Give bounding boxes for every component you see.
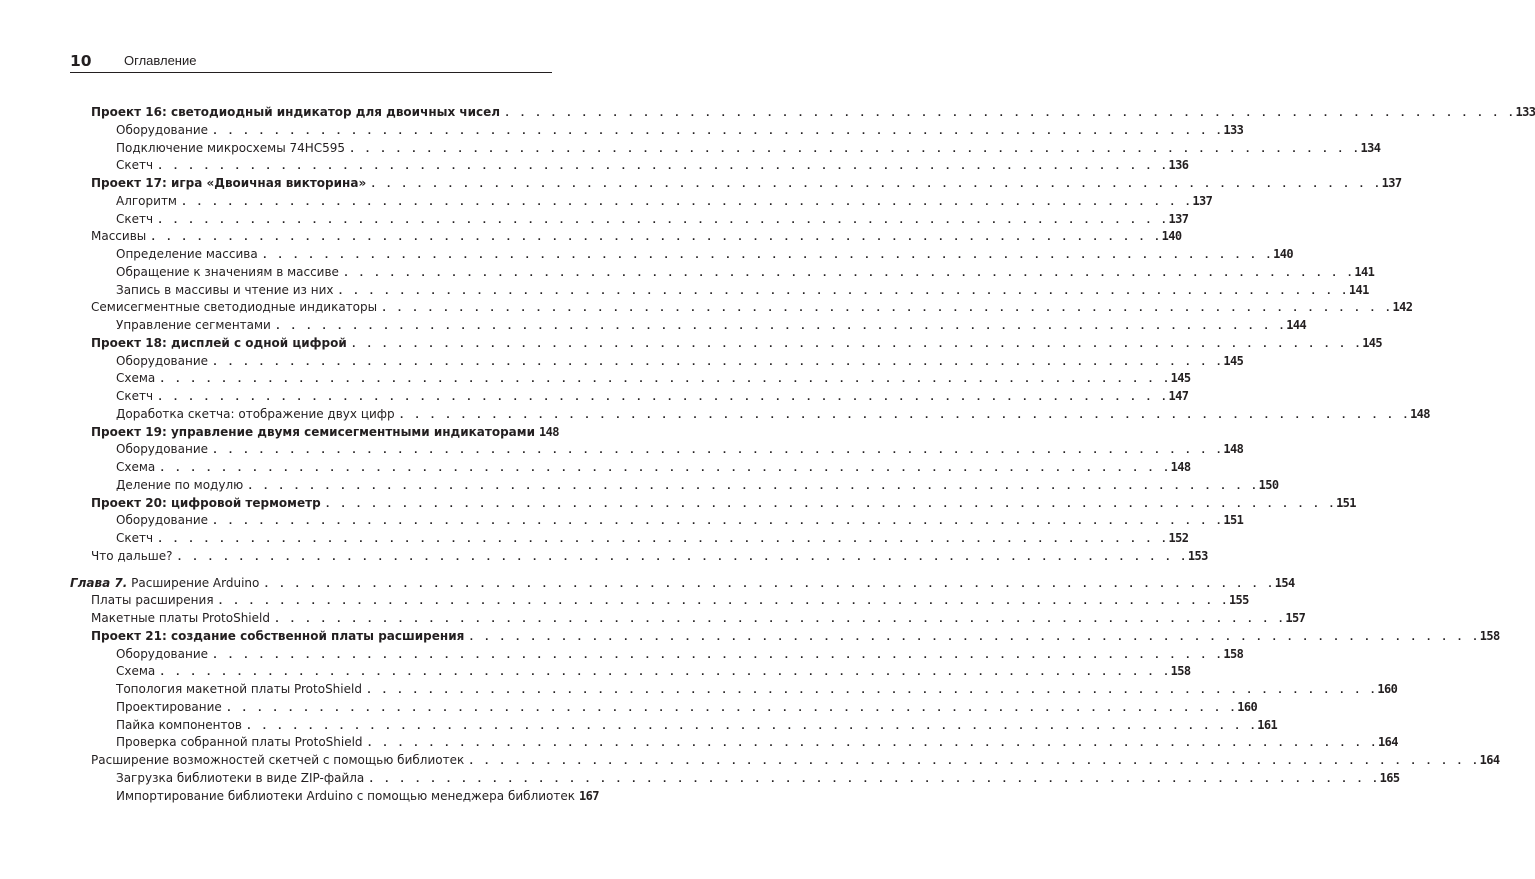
toc-page-number: 151: [1223, 513, 1244, 528]
toc-page-number: 158: [1223, 646, 1244, 661]
toc-entry: [116, 370, 1191, 387]
toc-entry-title: Проект 18: дисплей с одной цифрой: [91, 335, 347, 350]
toc-entry-title: Схема: [116, 371, 156, 386]
toc-entry: [116, 530, 1189, 547]
toc-entry: [116, 140, 1381, 157]
toc-entry: [116, 477, 1279, 494]
toc-entry-title: Определение массива: [116, 247, 258, 261]
dot-leader: . . . . . . . . . . . . . . . . . . . . . . . . . . . . . . . . . . . . . . . . . . . . . . . . . . . . . . . . . . . . . . . . . .: [176, 551, 1188, 563]
dot-leader: . . . . . . . . . . . . . . . . . . . . . . . . . . . . . . . . . . . . . . . . . . . . . . . . . . . . . . . . . . . . . . . . . .: [245, 720, 1258, 732]
toc-entry: [116, 282, 1369, 299]
dot-leader: . . . . . . . . . . . . . . . . . . . . . . . . . . . . . . . . . . . . . . . . . . . . . . . . . . . . . . . . . . . . . . . . . .: [150, 232, 1162, 244]
toc-entry: [116, 246, 1293, 263]
dot-leader: . . . . . . . . . . . . . . . . . . . . . . . . . . . . . . . . . . . . . . . . . . . . . . . . . . . . . . . . . . . . . . . . . .: [381, 303, 1393, 315]
toc-entry-title: Проект 20: цифровой термометр: [91, 495, 321, 510]
toc-page-number: 147: [1168, 389, 1189, 403]
toc-entry-title: Оборудование: [116, 122, 208, 137]
dot-leader: . . . . . . . . . . . . . . . . . . . . . . . . . . . . . . . . . . . . . . . . . . . . . . . . . . . . . . . . . . . . . . . . . .: [212, 445, 1224, 457]
toc-entry: [91, 610, 1306, 627]
toc-entry: [91, 228, 1182, 245]
toc-page-number: 137: [1381, 176, 1402, 190]
page-number: 10: [70, 52, 92, 70]
toc-page-number: 155: [1228, 593, 1249, 608]
toc-page-number: 142: [1392, 300, 1413, 315]
toc-project-entry: [91, 175, 1402, 192]
toc-entry-title: Деление по модулю: [116, 477, 244, 492]
dot-leader: . . . . . . . . . . . . . . . . . . . . . . . . . . . . . . . . . . . . . . . . . . . . . . . . . . . . . . . . . . . . . . . . . .: [263, 578, 1275, 590]
toc-entry-title: Массивы: [91, 229, 147, 244]
dot-leader: . . . . . . . . . . . . . . . . . . . . . . . . . . . . . . . . . . . . . . . . . . . . . . . . . . . . . . . . . . . . . . . . . .: [468, 756, 1480, 767]
dot-leader: . . . . . . . . . . . . . . . . . . . . . . . . . . . . . . . . . . . . . . . . . . . . . . . . . . . . . . . . . . . . . . . . . .: [157, 392, 1169, 403]
dot-leader: . . . . . . . . . . . . . . . . . . . . . . . . . . . . . . . . . . . . . . . . . . . . . . . . . . . . . . . . . . . . . . . . . .: [349, 143, 1361, 155]
toc-page-number: 148: [538, 424, 559, 439]
toc-entry-title: Проектирование: [116, 699, 222, 714]
toc-entry-title: [70, 575, 263, 592]
dot-leader: . . . . . . . . . . . . . . . . . . . . . . . . . . . . . . . . . . . . . . . . . . . . . . . . . . . . . . . . . . . . . . . . . .: [365, 685, 1378, 696]
toc-entry: [116, 388, 1189, 405]
toc-page-number: 150: [1258, 477, 1279, 492]
dot-leader: . . . . . . . . . . . . . . . . . . . . . . . . . . . . . . . . . . . . . . . . . . . . . . . . . . . . . . . . . . . . . . . . . .: [212, 125, 1224, 137]
dot-leader: . . . . . . . . . . . . . . . . . . . . . . . . . . . . . . . . . . . . . . . . . . . . . . . . . . . . . . . . . . . . . . . . . .: [274, 321, 1287, 332]
toc-entry-title: Загрузка библиотеки в виде ZIP-файла: [116, 770, 365, 785]
dot-leader: . . . . . . . . . . . . . . . . . . . . . . . . . . . . . . . . . . . . . . . . . . . . . . . . . . . . . . . . . . . . . . . . . .: [261, 250, 1274, 261]
toc-project-entry: [91, 335, 1383, 352]
toc-page-number: 164: [1377, 735, 1398, 750]
toc-entry-title: Запись в массивы и чтение из них: [116, 282, 334, 297]
toc-page-number: 148: [1410, 406, 1430, 421]
toc-entry: [116, 211, 1189, 228]
toc-entry: [116, 157, 1189, 174]
toc-entry-title: Макетные платы ProtoShield: [91, 611, 270, 625]
dot-leader: . . . . . . . . . . . . . . . . . . . . . . . . . . . . . . . . . . . . . . . . . . . . . . . . . . . . . . . . . . . . . . . . . .: [398, 409, 1411, 421]
running-title: Оглавление: [124, 53, 197, 68]
dot-leader: . . . . . . . . . . . . . . . . . . . . . . . . . . . . . . . . . . . . . . . . . . . . . . . . . . . . . . . . . . . . . . . . . .: [212, 649, 1224, 661]
toc-entry: [116, 353, 1244, 370]
toc-page-number: 148: [1223, 442, 1244, 457]
dot-leader: . . . . . . . . . . . . . . . . . . . . . . . . . . . . . . . . . . . . . . . . . . . . . . . . . . . . . . . . . . . . . . . . . .: [342, 267, 1355, 279]
toc-entry: [116, 699, 1258, 716]
toc-page-number: 137: [1168, 211, 1189, 226]
toc-entry: [116, 441, 1244, 458]
dot-leader: . . . . . . . . . . . . . . . . . . . . . . . . . . . . . . . . . . . . . . . . . . . . . . . . . . . . . . . . . . . . . . . . . .: [350, 338, 1363, 350]
toc-entry: [116, 646, 1244, 663]
toc-page-number: 137: [1192, 193, 1213, 208]
toc-page-number: 154: [1274, 575, 1295, 590]
toc-entry: [116, 788, 599, 805]
toc-page-number: 144: [1286, 318, 1307, 332]
toc-page-number: 145: [1170, 371, 1191, 386]
toc-project-entry: [91, 104, 1535, 121]
toc-page-number: 133: [1515, 105, 1535, 119]
toc-entry-title: Оборудование: [116, 513, 208, 528]
dot-leader: . . . . . . . . . . . . . . . . . . . . . . . . . . . . . . . . . . . . . . . . . . . . . . . . . . . . . . . . . . . . . . . . . .: [468, 631, 1480, 643]
toc-entry: [116, 717, 1278, 734]
toc-page-number: 134: [1360, 140, 1381, 155]
dot-leader: . . . . . . . . . . . . . . . . . . . . . . . . . . . . . . . . . . . . . . . . . . . . . . . . . . . . . . . . . . . . . . . . . .: [212, 516, 1224, 528]
toc-entry-title: Проект 17: игра «Двоичная викторина»: [91, 176, 367, 190]
toc-entry: [91, 548, 1208, 565]
dot-leader: . . . . . . . . . . . . . . . . . . . . . . . . . . . . . . . . . . . . . . . . . . . . . . . . . . . . . . . . . . . . . . . . . .: [324, 498, 1337, 510]
dot-leader: . . . . . . . . . . . . . . . . . . . . . . . . . . . . . . . . . . . . . . . . . . . . . . . . . . . . . . . . . . . . . . . . . .: [504, 108, 1516, 119]
toc-page-number: 148: [1170, 460, 1191, 474]
toc-entry: [116, 734, 1398, 751]
toc-entry-title: Скетч: [116, 531, 154, 545]
dot-leader: . . . . . . . . . . . . . . . . . . . . . . . . . . . . . . . . . . . . . . . . . . . . . . . . . . . . . . . . . . . . . . . . . .: [217, 596, 1229, 608]
toc-entry-title: Скетч: [116, 158, 154, 173]
toc-page-number: 140: [1273, 247, 1293, 261]
toc-entry-title: Пайка компонентов: [116, 717, 242, 732]
toc-page-number: 167: [579, 788, 599, 803]
toc-page-number: 151: [1336, 495, 1356, 510]
toc-entry-title: Что дальше?: [91, 548, 173, 563]
toc-entry-title: Импортирование библиотеки Arduino с помощью менеджера библиотек: [116, 788, 575, 803]
toc-entry-title: Управление сегментами: [116, 318, 271, 332]
toc-page-number: 164: [1479, 753, 1500, 767]
dot-leader: . . . . . . . . . . . . . . . . . . . . . . . . . . . . . . . . . . . . . . . . . . . . . . . . . . . . . . . . . . . . . . . . . .: [157, 214, 1169, 226]
toc-entry-title: Проект 16: светодиодный индикатор для двоичных чисел: [91, 105, 501, 119]
toc-page-number: 145: [1223, 353, 1244, 368]
toc-page-number: 158: [1170, 664, 1191, 679]
toc-entry: [116, 681, 1398, 698]
toc-project-entry: [91, 628, 1500, 645]
dot-leader: . . . . . . . . . . . . . . . . . . . . . . . . . . . . . . . . . . . . . . . . . . . . . . . . . . . . . . . . . . . . . . . . . .: [368, 773, 1380, 785]
toc-page-number: 160: [1237, 699, 1258, 714]
toc-page-number: 141: [1348, 282, 1369, 297]
dot-leader: . . . . . . . . . . . . . . . . . . . . . . . . . . . . . . . . . . . . . . . . . . . . . . . . . . . . . . . . . . . . . . . . . .: [159, 463, 1171, 474]
toc-entry-title: Скетч: [116, 211, 154, 226]
dot-leader: . . . . . . . . . . . . . . . . . . . . . . . . . . . . . . . . . . . . . . . . . . . . . . . . . . . . . . . . . . . . . . . . . .: [337, 285, 1349, 297]
toc-entry: [116, 770, 1400, 787]
toc-entry: [116, 122, 1244, 139]
toc-entry-title: Скетч: [116, 389, 154, 403]
toc-entry: [116, 406, 1430, 423]
toc-page-number: 140: [1161, 229, 1182, 244]
dot-leader: . . . . . . . . . . . . . . . . . . . . . . . . . . . . . . . . . . . . . . . . . . . . . . . . . . . . . . . . . . . . . . . . . .: [370, 179, 1382, 190]
toc-project-entry: [91, 495, 1356, 512]
toc-entry: [116, 663, 1191, 680]
toc-entry: [116, 193, 1213, 210]
toc-entry-title: Платы расширения: [91, 593, 214, 608]
toc-chapter-entry: [70, 575, 1295, 592]
toc-entry-title: Топология макетной платы ProtoShield: [116, 682, 362, 696]
chapter-label: Глава 7.: [70, 575, 128, 590]
toc-entry-title: Доработка скетча: отображение двух цифр: [116, 406, 395, 421]
toc-entry-title: Оборудование: [116, 646, 208, 661]
toc-entry: [116, 317, 1307, 334]
toc-entry: [91, 752, 1500, 769]
toc-page-number: 158: [1479, 628, 1500, 643]
chapter-title: Расширение Arduino: [127, 575, 260, 590]
dot-leader: . . . . . . . . . . . . . . . . . . . . . . . . . . . . . . . . . . . . . . . . . . . . . . . . . . . . . . . . . . . . . . . . . .: [157, 534, 1169, 545]
toc-page-number: 136: [1168, 158, 1189, 173]
toc-entry-title: Семисегментные светодиодные индикаторы: [91, 300, 378, 315]
dot-leader: . . . . . . . . . . . . . . . . . . . . . . . . . . . . . . . . . . . . . . . . . . . . . . . . . . . . . . . . . . . . . . . . . .: [225, 702, 1238, 714]
toc-entry-title: Проверка собранной платы ProtoShield: [116, 735, 363, 750]
toc-entry: [91, 592, 1249, 609]
dot-leader: . . . . . . . . . . . . . . . . . . . . . . . . . . . . . . . . . . . . . . . . . . . . . . . . . . . . . . . . . . . . . . . . . .: [180, 196, 1193, 208]
toc-page-number: 157: [1285, 611, 1306, 625]
toc-page-number: 133: [1223, 122, 1244, 137]
toc-entry: [116, 264, 1375, 281]
toc-project-entry: [91, 424, 559, 441]
toc-page-number: 152: [1168, 531, 1189, 545]
toc-entry-title: Обращение к значениям в массиве: [116, 264, 339, 279]
dot-leader: . . . . . . . . . . . . . . . . . . . . . . . . . . . . . . . . . . . . . . . . . . . . . . . . . . . . . . . . . . . . . . . . . .: [247, 480, 1259, 492]
dot-leader: . . . . . . . . . . . . . . . . . . . . . . . . . . . . . . . . . . . . . . . . . . . . . . . . . . . . . . . . . . . . . . . . . .: [157, 161, 1169, 173]
dot-leader: . . . . . . . . . . . . . . . . . . . . . . . . . . . . . . . . . . . . . . . . . . . . . . . . . . . . . . . . . . . . . . . . . .: [159, 374, 1171, 386]
toc-entry-title: Оборудование: [116, 353, 208, 368]
dot-leader: . . . . . . . . . . . . . . . . . . . . . . . . . . . . . . . . . . . . . . . . . . . . . . . . . . . . . . . . . . . . . . . . . .: [212, 356, 1224, 368]
toc-entry-title: Алгоритм: [116, 193, 177, 208]
dot-leader: . . . . . . . . . . . . . . . . . . . . . . . . . . . . . . . . . . . . . . . . . . . . . . . . . . . . . . . . . . . . . . . . . .: [273, 614, 1286, 625]
toc-page-number: 153: [1187, 548, 1208, 563]
toc-page-number: 161: [1257, 717, 1278, 732]
toc-entry-title: Схема: [116, 664, 156, 679]
toc-entry-title: Схема: [116, 460, 156, 474]
toc-page-number: 165: [1379, 770, 1400, 785]
toc-entry-title: Расширение возможностей скетчей с помощью библиотек: [91, 753, 465, 767]
dot-leader: . . . . . . . . . . . . . . . . . . . . . . . . . . . . . . . . . . . . . . . . . . . . . . . . . . . . . . . . . . . . . . . . . .: [366, 738, 1378, 750]
toc-entry-title: Проект 21: создание собственной платы расширения: [91, 628, 465, 643]
toc-entry: [91, 299, 1413, 316]
toc-page-number: 160: [1377, 682, 1398, 696]
toc-entry-title: Проект 19: управление двумя семисегментными индикаторами: [91, 424, 535, 439]
toc-entry-title: Оборудование: [116, 442, 208, 457]
toc-entry: [116, 459, 1191, 476]
toc-entry-title: Подключение микросхемы 74HC595: [116, 140, 346, 155]
dot-leader: . . . . . . . . . . . . . . . . . . . . . . . . . . . . . . . . . . . . . . . . . . . . . . . . . . . . . . . . . . . . . . . . . .: [159, 667, 1171, 679]
toc-entry: [116, 512, 1244, 529]
toc-page-number: 141: [1354, 264, 1375, 279]
toc-page-number: 145: [1362, 335, 1383, 350]
